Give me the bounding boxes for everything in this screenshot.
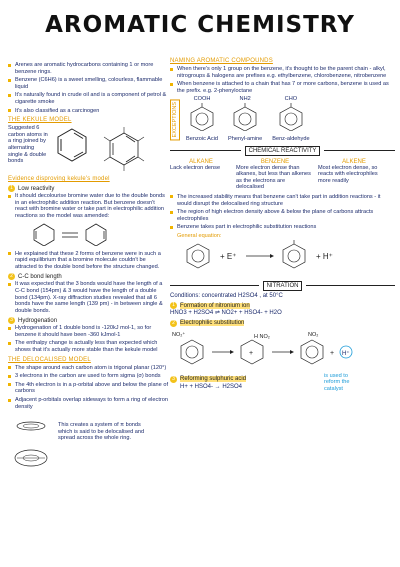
catalyst-note: is used to reform the catalyst <box>324 372 350 392</box>
kekule-structure-icon <box>94 125 154 173</box>
number-2-icon: 2 <box>8 273 15 280</box>
number-1-icon: 1 <box>8 185 15 192</box>
naming-heading: NAMING AROMATIC COMPOUNDS <box>170 58 273 64</box>
delocalised-item: The 4th electron is in a p-orbital above and below the plane of carbons <box>8 382 168 395</box>
hydrogenation-heading: 3 Hydrogenation <box>8 317 168 324</box>
pi-bond-text: This creates a system of π bonds which is said to be delocalised and spread across the whole ring. <box>58 422 145 442</box>
hydrogenation-text: The enthalpy change is actually less than expected which shows that it's actually more stable than the kekule model <box>8 340 168 353</box>
exceptions-list <box>186 96 310 142</box>
naming-item: When there's only 1 group on the benzene, it's thought to be the parent chain - alkyl, nitrogroups & halogens are prefixes e.g. ethylbenzene, chlorobenzene, nitrobenzene <box>170 66 395 79</box>
svg-text:NO₂: NO₂ <box>308 331 319 338</box>
conditions-text: Conditions: concentrated H2SO4 , at 50°C <box>170 292 283 299</box>
intro-item: Benzene (C6H6) is a sweet smelling, colourless, flammable liquid <box>8 77 168 90</box>
divider <box>170 285 259 286</box>
stability-item: Benzene takes part in electrophilic substitution reactions <box>170 224 395 231</box>
delocalised-heading: THE DELOCALISED MODEL <box>8 356 91 363</box>
stability-item: The region of high electron density above & below the plane of carbons attracts electrophiles <box>170 209 395 222</box>
svg-text:NO₂⁺: NO₂⁺ <box>172 331 186 338</box>
exceptions-label: EXCEPTIONS <box>170 99 180 140</box>
explanation-text: He explained that these 2 forms of benzene were in such a rapid equilibrium that a bromine molecule couldn't be attracted to the double bond before the structure changed. <box>8 251 168 271</box>
intro-item: It's also classified as a carcinogen <box>8 108 168 115</box>
evidence-heading: Evidence disproving kekule's model <box>8 176 110 183</box>
resonance-forms-icon <box>26 222 126 246</box>
reform-equation: H+ + HSO4- → H2SO4 <box>180 383 243 390</box>
benzene-ring-icon <box>187 103 217 131</box>
cc-bond-heading: 2 C-C bond length <box>8 273 168 280</box>
general-equation-label: General equation: <box>177 232 222 239</box>
example-benzoic-acid: COOH Benzoic Acid <box>186 96 219 142</box>
p-orbital-ring-icon <box>8 412 54 476</box>
substitution-mechanism-diagram <box>170 328 395 368</box>
svg-text:+: + <box>249 349 254 357</box>
page-title: AROMATIC CHEMISTRY <box>45 12 355 38</box>
general-equation-diagram <box>170 240 390 274</box>
delocalised-item: 3 electrons in the carbon are used to form sigma (σ) bonds <box>8 373 168 380</box>
svg-text:H⁺: H⁺ <box>342 350 350 357</box>
divider <box>324 150 395 151</box>
benzene-ring-icon <box>230 103 260 131</box>
step-2-heading: 2 Electrophilic substitution <box>170 320 395 327</box>
number-2-icon: 2 <box>170 320 177 327</box>
svg-text:H NO₂: H NO₂ <box>254 333 270 340</box>
reactivity-alkene: ALKENE Most electron dense, so reacts with electrophiles more readily <box>318 158 378 184</box>
reactivity-alkane: ALKANE Lack electron dense <box>170 158 221 171</box>
stability-item: The increased stability means that benzene can't take part in addition reactions - it would disrupt the delocalised ring structure <box>170 194 395 207</box>
svg-text:+ H⁺: + H⁺ <box>316 251 333 261</box>
reactivity-benzene: BENZENE More electron dense than alkanes, but less than alkenes as the electrons are delocalised <box>236 158 311 191</box>
intro-item: It's naturally found in crude oil and is a component of petrol & cigarette smoke <box>8 92 168 105</box>
naming-item: When benzene is attached to a chain that has 7 or more carbons, benzene is used as the prefix. e.g. 2-phenyloctane <box>170 81 395 94</box>
chemical-reactivity-heading: CHEMICAL REACTIVITY <box>245 146 321 156</box>
left-column <box>8 62 168 476</box>
reactivity-columns <box>170 159 395 191</box>
nitration-heading: NITRATION <box>263 281 303 291</box>
low-reactivity-heading: 1 Low reactivity <box>8 185 168 192</box>
delocalised-item: The shape around each carbon atom is trigonal planar (120°) <box>8 365 168 372</box>
benzene-hexagon-icon <box>54 125 90 165</box>
intro-item: Arenes are aromatic hydrocarbons containing 1 or more benzene rings. <box>8 62 168 75</box>
step-1-heading: 1 Formation of nitronium ion <box>170 302 395 309</box>
example-benzaldehyde: CHO Benz-aldehyde <box>272 96 310 142</box>
cc-bond-text: It was expected that the 3 bonds would have the length of a C-C bond (154pm) & 3 would have the length of a double bond (134pm). X-ray diffraction studies revealed that all 6 bonds have the same length (139 pm) - in between single & double bonds. <box>8 281 168 314</box>
low-reactivity-text: It should decolourise bromine water due to the double bonds in an electrophilic addition reaction. But benzene doesn't react with bromine water or take part in electrophilic addition reactions so the model was amended: <box>8 193 168 219</box>
kekule-heading: THE KEKULE MODEL <box>8 117 72 124</box>
kekule-text: Suggested 6 carbon atoms in a ring joined by alternating single & double bonds <box>8 125 48 165</box>
right-column <box>170 58 395 392</box>
step-3-heading: 3 Reforming sulphuric acid <box>170 376 320 383</box>
number-3-icon: 3 <box>170 376 177 383</box>
example-phenylamine: NH2 Phenyl-amine <box>228 96 263 142</box>
svg-text:+ E⁺: + E⁺ <box>220 251 237 261</box>
number-3-icon: 3 <box>8 317 15 324</box>
nitronium-equation: HNO3 + H2SO4 ⇌ NO2+ + HSO4- + H2O <box>170 310 282 317</box>
divider <box>306 285 395 286</box>
delocalised-item: Adjacent p-orbitals overlap sideways to form a ring of electron density <box>8 397 168 410</box>
number-1-icon: 1 <box>170 302 177 309</box>
benzene-ring-icon <box>276 103 306 131</box>
svg-text:+: + <box>330 349 335 357</box>
divider <box>170 150 241 151</box>
hydrogenation-text: Hydrogenation of 1 double bond is -120kJ mol-1, so for benzene it should have been -360 kJmol-1 <box>8 325 168 338</box>
